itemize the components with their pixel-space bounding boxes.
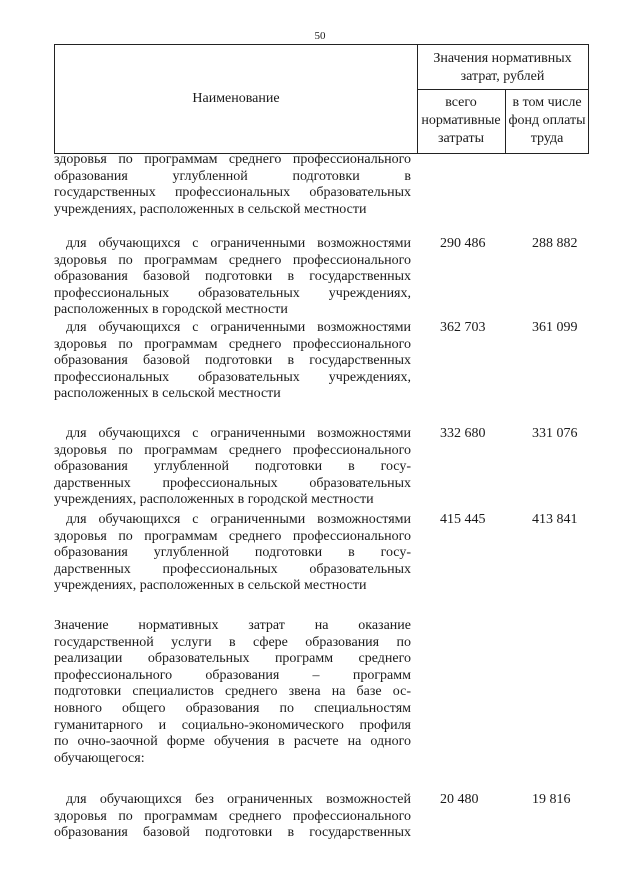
row-name	[54, 152, 411, 218]
column-header-values: Значения нормативных затрат, рублей	[417, 45, 588, 90]
row-total-value: 362 703	[440, 320, 486, 335]
column-header-total: всего нормативные затраты	[417, 90, 506, 153]
row-total-value: 332 680	[440, 426, 486, 441]
row-total-value: 290 486	[440, 236, 486, 251]
row-line: обучающегося:	[54, 750, 145, 766]
row-name	[54, 236, 411, 319]
row-line: для обучающихся с ограниченными возможностями	[66, 236, 411, 251]
row-line: здоровья по программам среднего профессионального	[54, 442, 411, 458]
column-header-name: Наименование	[55, 45, 418, 153]
row-line: расположенных в сельской местности	[54, 386, 281, 402]
row-line: образования углубленной подготовки в госу-	[54, 545, 411, 561]
row-line: профессионального образования – программ	[54, 667, 411, 683]
row-line: расположенных в городской местности	[54, 302, 288, 318]
row-line: учреждениях, расположенных в городской местности	[54, 492, 374, 508]
row-line: здоровья по программам среднего профессионального	[54, 336, 411, 352]
row-line: новного общего образования по специальностям	[54, 700, 411, 716]
row-line: реализации образовательных программ среднего	[54, 651, 411, 667]
row-fot-value: 288 882	[532, 236, 578, 251]
row-name	[54, 792, 411, 842]
row-line: образования углубленной подготовки в	[54, 168, 411, 184]
row-line: профессиональных образовательных учреждениях,	[54, 369, 411, 385]
row-total-value: 20 480	[440, 792, 479, 807]
row-line: здоровья по программам среднего профессионального	[54, 152, 411, 167]
row-line: государственных профессиональных образовательных	[54, 185, 411, 201]
row-line: для обучающихся без ограниченных возможностей	[66, 792, 411, 807]
row-line: гуманитарного и социально-экономического профиля	[54, 717, 411, 733]
row-line: дарственных профессиональных образовательных	[54, 475, 411, 491]
row-line: здоровья по программам среднего профессионального	[54, 252, 411, 268]
row-fot-value: 19 816	[532, 792, 571, 807]
row-fot-value: 331 076	[532, 426, 578, 441]
row-fot-value: 361 099	[532, 320, 578, 335]
page-number: 50	[314, 30, 326, 42]
column-header-fot: в том числе фонд оплаты труда	[508, 95, 586, 146]
row-line: образования углубленной подготовки в госу-	[54, 459, 411, 475]
row-line: учреждениях, расположенных в сельской местности	[54, 578, 367, 594]
row-total-value: 415 445	[440, 512, 486, 527]
row-line: для обучающихся с ограниченными возможностями	[66, 426, 411, 441]
row-line: для обучающихся с ограниченными возможностями	[66, 320, 411, 335]
row-line: по очно-заочной форме обучения в расчете на одного	[54, 734, 411, 750]
row-line: для обучающихся с ограниченными возможностями	[66, 512, 411, 527]
row-fot-value: 413 841	[532, 512, 578, 527]
row-line: дарственных профессиональных образовательных	[54, 561, 411, 577]
row-line: здоровья по программам среднего профессионального	[54, 528, 411, 544]
row-name	[54, 426, 411, 509]
row-line: образования базовой подготовки в государственных	[54, 825, 411, 841]
row-line: учреждениях, расположенных в сельской местности	[54, 201, 367, 217]
row-name	[54, 618, 411, 767]
row-line: здоровья по программам среднего профессионального	[54, 808, 411, 824]
row-line: подготовки специалистов среднего звена на базе ос-	[54, 684, 411, 700]
row-name	[54, 512, 411, 595]
row-line: образования базовой подготовки в государственных	[54, 353, 411, 369]
table-header	[54, 44, 589, 154]
row-line: образования базовой подготовки в государственных	[54, 269, 411, 285]
row-line: профессиональных образовательных учреждениях,	[54, 285, 411, 301]
row-line: государственной услуги в сфере образования по	[54, 634, 411, 650]
row-line: Значение нормативных затрат на оказание	[54, 618, 411, 633]
row-name	[54, 320, 411, 403]
